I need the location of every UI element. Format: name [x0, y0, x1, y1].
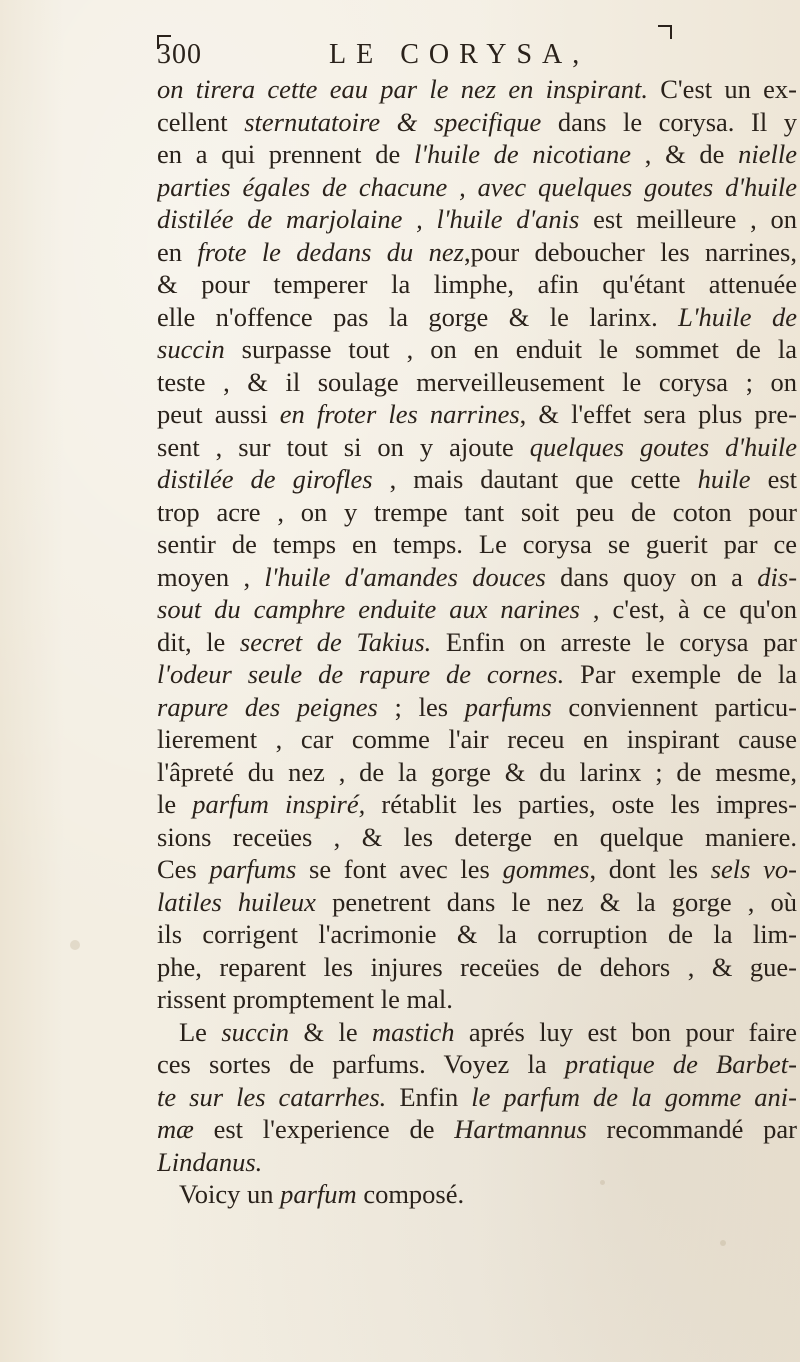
text-line [157, 756, 797, 789]
italic-text: en froter les narrines [279, 399, 520, 429]
text-line [157, 853, 797, 886]
italic-text: te sur les catarrhes. [157, 1081, 387, 1112]
italic-text: dis- [757, 561, 797, 592]
text-line [157, 463, 797, 496]
text-line [157, 886, 797, 919]
roman-text: Ces [157, 854, 210, 884]
italic-text: l'odeur seule de rapure de cornes. [157, 659, 565, 689]
roman-text: dit, le [157, 626, 240, 657]
roman-text: ils corrigent l'acrimonie & la corruption de la lim- [157, 919, 797, 949]
roman-text: cellent [157, 106, 245, 137]
text-line [157, 561, 797, 594]
roman-text: aprés luy est bon pour faire [454, 1016, 797, 1047]
roman-text: teste , & il soulage merveilleusement le corysa ; on [157, 366, 797, 397]
italic-text: secret de Takius. [239, 626, 432, 657]
running-header [157, 36, 657, 74]
text-line [157, 366, 797, 399]
roman-text: phe, reparent les injures receües de dehors , & gue- [157, 951, 797, 982]
roman-text: l'âpreté du nez , de la gorge & du larinx ; de mesme, [157, 756, 797, 787]
text-line [157, 951, 797, 984]
italic-text: L'huile de [678, 301, 797, 332]
text-line [157, 203, 797, 236]
roman-text: ces sortes de parfums. Voyez la [157, 1049, 565, 1079]
roman-text: , c'est, à ce qu'on [579, 594, 797, 624]
roman-text: lierement , car comme l'air receu en inspirant cause [157, 724, 797, 754]
roman-text: moyen , [157, 561, 265, 592]
italic-text: l'huile de nicotiane [413, 139, 632, 169]
italic-text: nielle [738, 139, 797, 169]
roman-text: le [157, 789, 193, 819]
roman-text: sent , sur tout si on y ajoute [157, 431, 530, 462]
roman-text: rissent promptement le mal. [157, 984, 453, 1014]
roman-text: Voicy un [179, 1179, 281, 1209]
page-number: 300 [157, 39, 202, 70]
text-line [157, 723, 797, 756]
text-line [157, 333, 797, 366]
text-line [157, 138, 797, 171]
italic-text: parfums [209, 854, 297, 884]
roman-text: peut aussi [157, 399, 280, 429]
text-line [157, 1048, 797, 1081]
roman-text: est [750, 464, 797, 494]
roman-text: trop acre , on y trempe tant soit peu de coton pour [157, 496, 797, 527]
text-line [157, 983, 797, 1016]
paper-stain [720, 1240, 726, 1246]
text-line [157, 788, 797, 821]
roman-text: Le [179, 1016, 222, 1047]
roman-text: , mais dautant que cette [372, 464, 698, 494]
italic-text: succin [221, 1016, 290, 1047]
roman-text: rétablit les parties, oste les impres- [365, 789, 797, 819]
paper-stain [70, 940, 80, 950]
print-corner-mark [658, 25, 672, 39]
italic-text: latiles huileux [157, 886, 316, 917]
roman-text: en [157, 236, 198, 267]
italic-text: gommes [502, 854, 590, 884]
italic-text: huile [697, 464, 751, 494]
italic-text: sels vo- [710, 854, 797, 884]
running-title: LE CORYSA, [329, 39, 590, 70]
roman-text: Enfin [386, 1081, 472, 1112]
italic-text: Hartmannus [454, 1114, 587, 1144]
roman-text: recommandé par [586, 1114, 797, 1144]
italic-text: le parfum de la gomme ani- [471, 1081, 797, 1112]
italic-text: rapure des peignes [157, 691, 378, 722]
italic-text: pratique de Barbet- [564, 1049, 797, 1079]
roman-text: , & de [631, 139, 739, 169]
italic-text: parties égales de chacune , avec quelques goutes d'huile [157, 171, 797, 202]
italic-text: parfum [280, 1179, 357, 1209]
roman-text: surpasse tout , on en enduit le sommet de la [224, 334, 797, 364]
italic-text: quelques goutes d'huile [529, 431, 797, 462]
text-line [157, 236, 797, 269]
text-line [157, 1178, 797, 1211]
roman-text: dans le corysa. Il y [541, 106, 797, 137]
text-line [157, 73, 797, 106]
roman-text: en a qui prennent de [157, 139, 414, 169]
roman-text: ; les [377, 691, 465, 722]
italic-text: distilée de marjolaine , l'huile d'anis [157, 204, 580, 234]
roman-text: penetrent dans le nez & la gorge , où [315, 886, 797, 917]
roman-text: , dont les [589, 854, 711, 884]
roman-text: se font avec les [296, 854, 503, 884]
text-line [157, 431, 797, 464]
roman-text: & pour temperer la limphe, afin qu'étant attenuée [157, 269, 797, 299]
roman-text: & le [289, 1016, 373, 1047]
italic-text: parfum inspiré, [192, 789, 366, 819]
italic-text: sout du camphre enduite aux narines [157, 594, 580, 624]
roman-text: Enfin on arreste le corysa par [431, 626, 797, 657]
italic-text: parfums [464, 691, 552, 722]
roman-text: est l'experience de [193, 1114, 455, 1144]
text-line [157, 918, 797, 951]
roman-text: , & l'effet sera plus pre- [519, 399, 797, 429]
italic-text: distilée de girofles [157, 464, 373, 494]
roman-text: ,pour deboucher les narrines, [463, 236, 797, 267]
italic-text: mastich [372, 1016, 455, 1047]
text-line [157, 171, 797, 204]
italic-text: mæ [157, 1114, 194, 1144]
text-line [157, 658, 797, 691]
italic-text: l'huile d'amandes douces [264, 561, 546, 592]
text-line [157, 1146, 797, 1179]
text-line [157, 626, 797, 659]
text-line [157, 691, 797, 724]
italic-text: Lindanus. [157, 1146, 263, 1177]
italic-text: sternutatoire & specifique [244, 106, 542, 137]
roman-text: sions receües , & les deterge en quelque maniere. [157, 821, 797, 852]
text-line [157, 301, 797, 334]
page-text [157, 73, 797, 1211]
text-line [157, 106, 797, 139]
italic-text: frote le dedans du nez [197, 236, 464, 267]
roman-text: est meilleure , on [579, 204, 797, 234]
text-line [157, 268, 797, 301]
text-line [157, 398, 797, 431]
text-line [157, 1081, 797, 1114]
roman-text: composé. [356, 1179, 465, 1209]
italic-text: on tirera cette eau par le nez en inspirant. [157, 74, 648, 104]
text-line [157, 593, 797, 626]
roman-text: elle n'offence pas la gorge & le larinx. [157, 301, 679, 332]
text-line [157, 528, 797, 561]
roman-text: conviennent particu- [551, 691, 797, 722]
roman-text: C'est un ex- [647, 74, 797, 104]
text-line [157, 1016, 797, 1049]
italic-text: succin [157, 334, 225, 364]
text-line [157, 821, 797, 854]
text-line [157, 1113, 797, 1146]
text-line [157, 496, 797, 529]
roman-text: dans quoy on a [545, 561, 758, 592]
roman-text: sentir de temps en temps. Le corysa se guerit par ce [157, 529, 797, 559]
roman-text: Par exemple de la [564, 659, 797, 689]
